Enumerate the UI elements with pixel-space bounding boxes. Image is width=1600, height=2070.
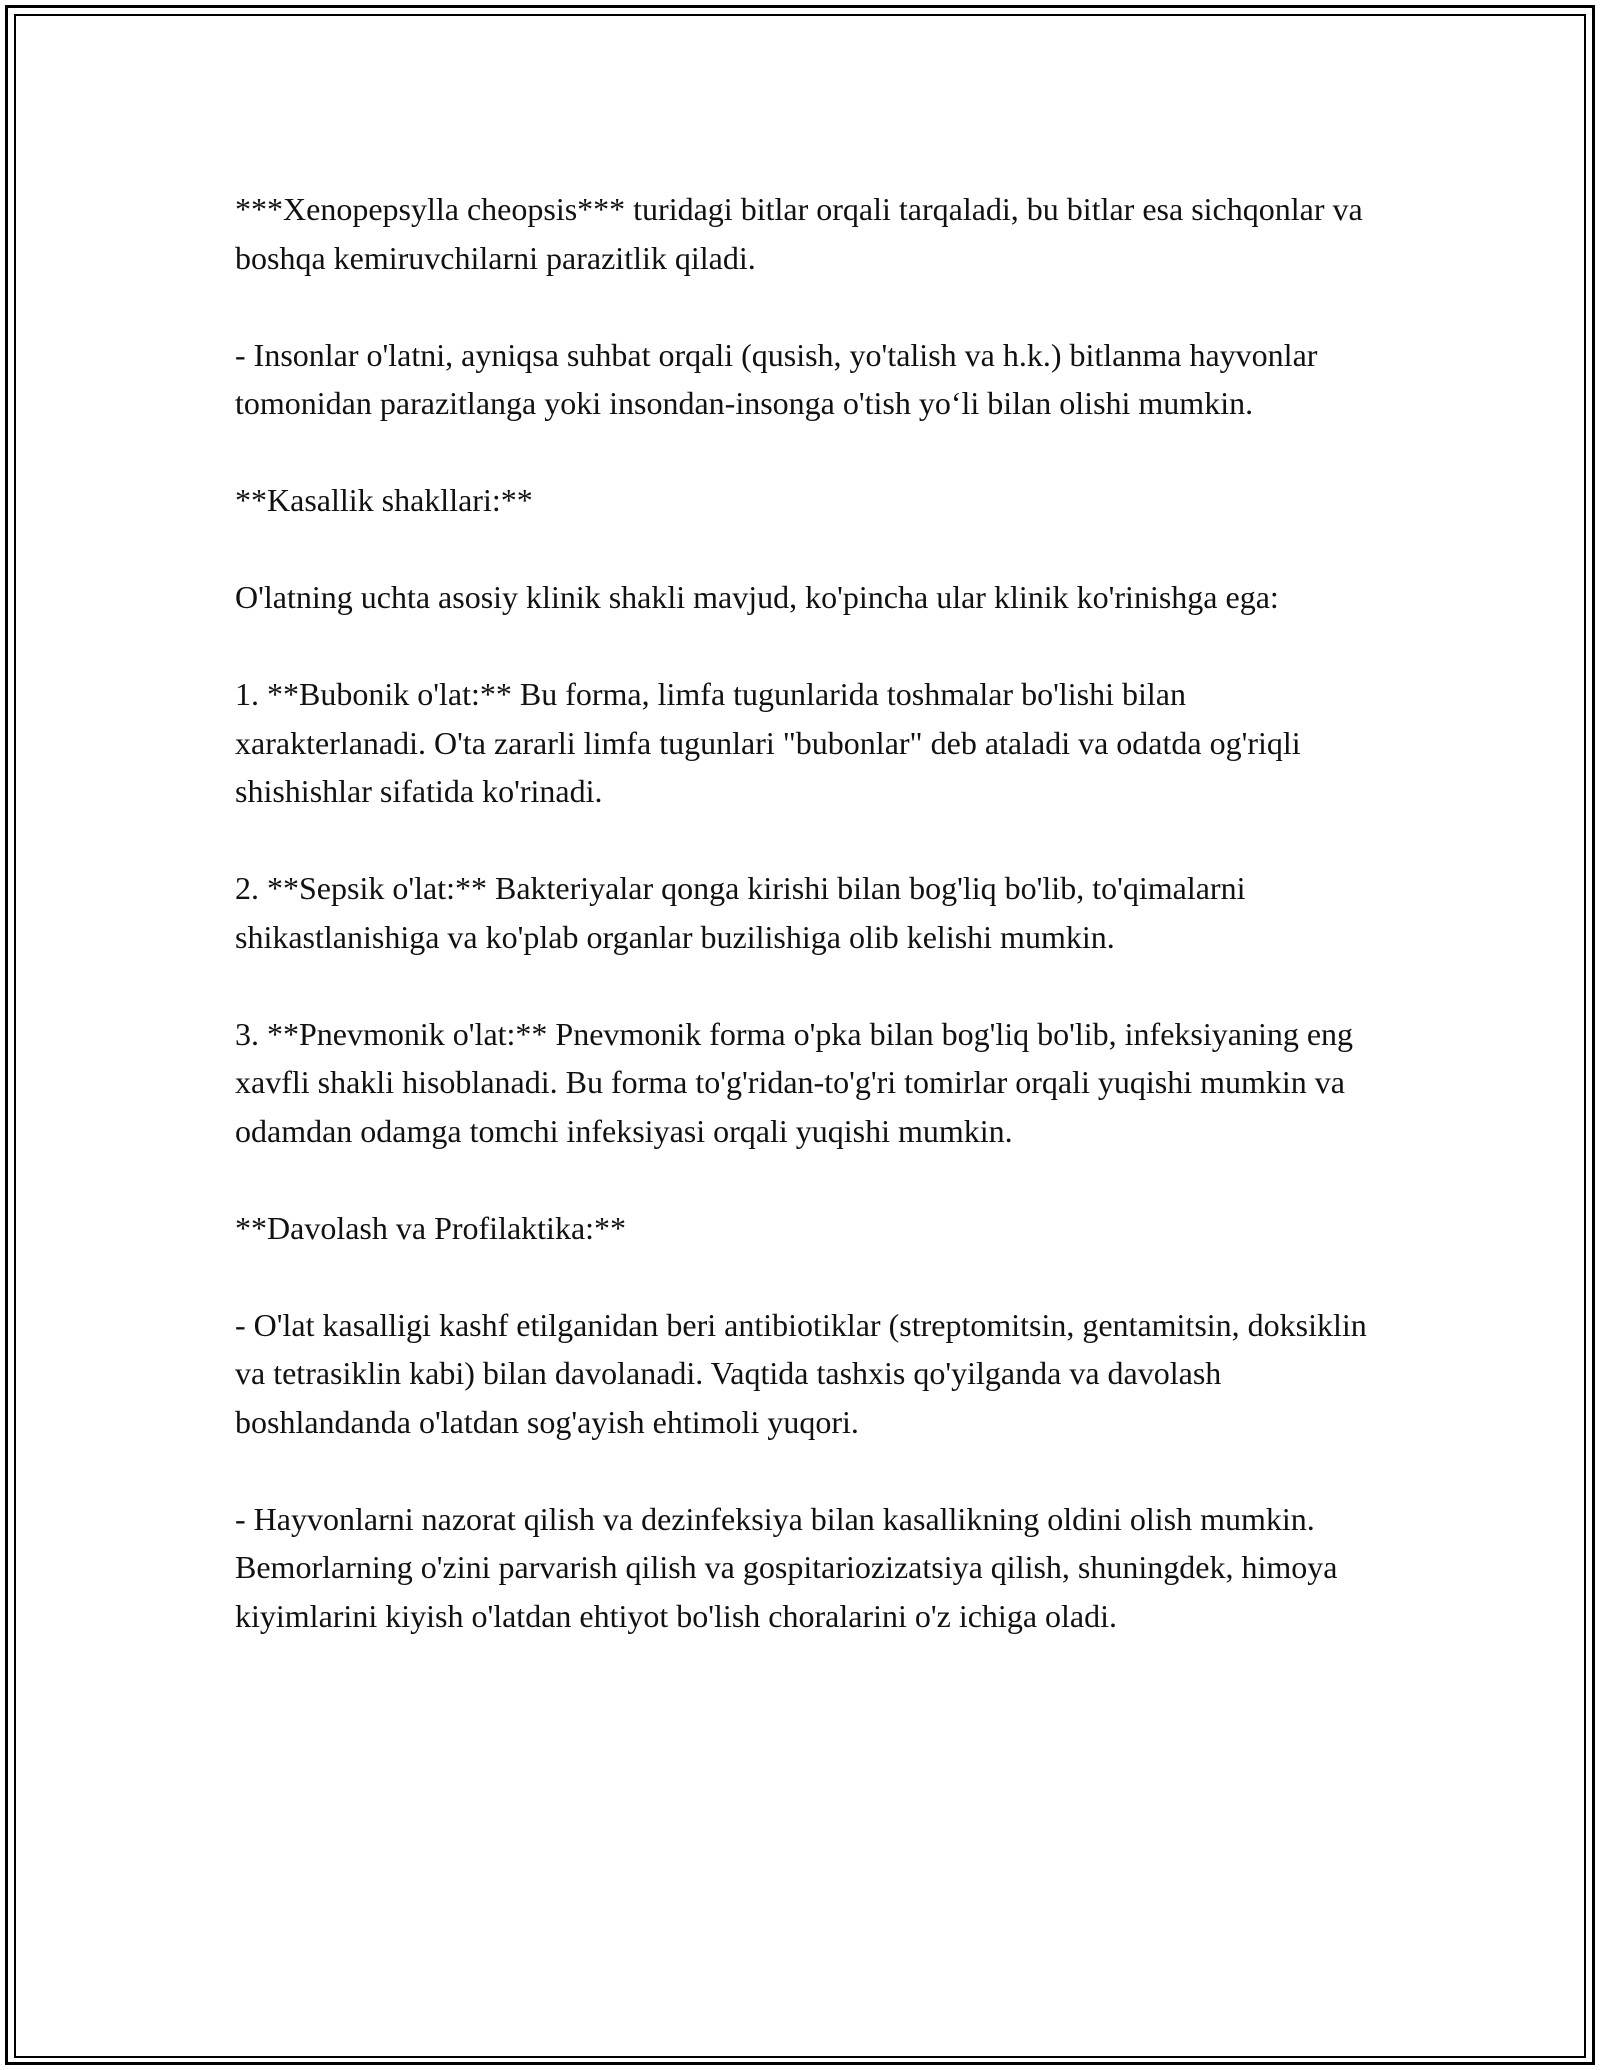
paragraph-treatment: - O'lat kasalligi kashf etilganidan beri antibiotiklar (streptomitsin, gentamitsin, doksiklin va tetrasiklin kabi) bilan davolanadi. Vaqtida tashxis qo'yilganda va davolash boshlandanda o'latdan sog'ayish ehtimoli yuqori.: [235, 1306, 1367, 1440]
paragraph-human-infection: - Insonlar o'latni, ayniqsa suhbat orqali (qusish, yo'talish va h.k.) bitlanma hayvonlar tomonidan parazitlanga yoki insondan-insonga o'tish yo‘li bilan olishi mumkin.: [235, 336, 1318, 421]
list-item-septic-plague: 2. **Sepsik o'lat:** Bakteriyalar qonga kirishi bilan bog'liq bo'lib, to'qimalarni shikastlanishiga va ko'plab organlar buzilishiga olib kelishi mumkin.: [235, 870, 1246, 955]
paragraph-clinical-forms-intro: O'latning uchta asosiy klinik shakli mavjud, ko'pincha ular klinik ko'rinishga ega:: [235, 579, 1279, 615]
heading-disease-forms: **Kasallik shakllari:**: [235, 482, 533, 518]
list-item-pneumonic-plague: 3. **Pnevmonik o'lat:** Pnevmonik forma o'pka bilan bog'liq bo'lib, infeksiyaning eng xavfli shakli hisoblanadi. Bu forma to'g'ridan-to'g'ri tomirlar orqali yuqishi mumkin va odamdan odamga tomchi infeksiyasi orqali yuqishi mumkin.: [235, 1015, 1354, 1149]
list-item-bubonic-plague: 1. **Bubonik o'lat:** Bu forma, limfa tugunlarida toshmalar bo'lishi bilan xarakterlanadi. O'ta zararli limfa tugunlari "bubonlar" deb ataladi va odatda og'riqli shishishlar sifatida ko'rinadi.: [235, 676, 1301, 809]
paragraph-prevention: - Hayvonlarni nazorat qilish va dezinfeksiya bilan kasallikning oldini olish mumkin. Bemorlarning o'zini parvarish qilish va gospitariozizatsiya qilish, shuningdek, himoya kiyimlarini kiyish o'latdan ehtiyot bo'lish choralarini o'z ichiga oladi.: [235, 1500, 1338, 1634]
paragraph-transmission-fleas: ***Xenopepsylla cheopsis*** turidagi bitlar orqali tarqaladi, bu bitlar esa sichqonlar va boshqa kemiruvchilarni parazitlik qiladi.: [235, 191, 1363, 276]
heading-treatment-prevention: **Davolash va Profilaktika:**: [235, 1209, 627, 1246]
document-body: [235, 185, 1375, 1689]
